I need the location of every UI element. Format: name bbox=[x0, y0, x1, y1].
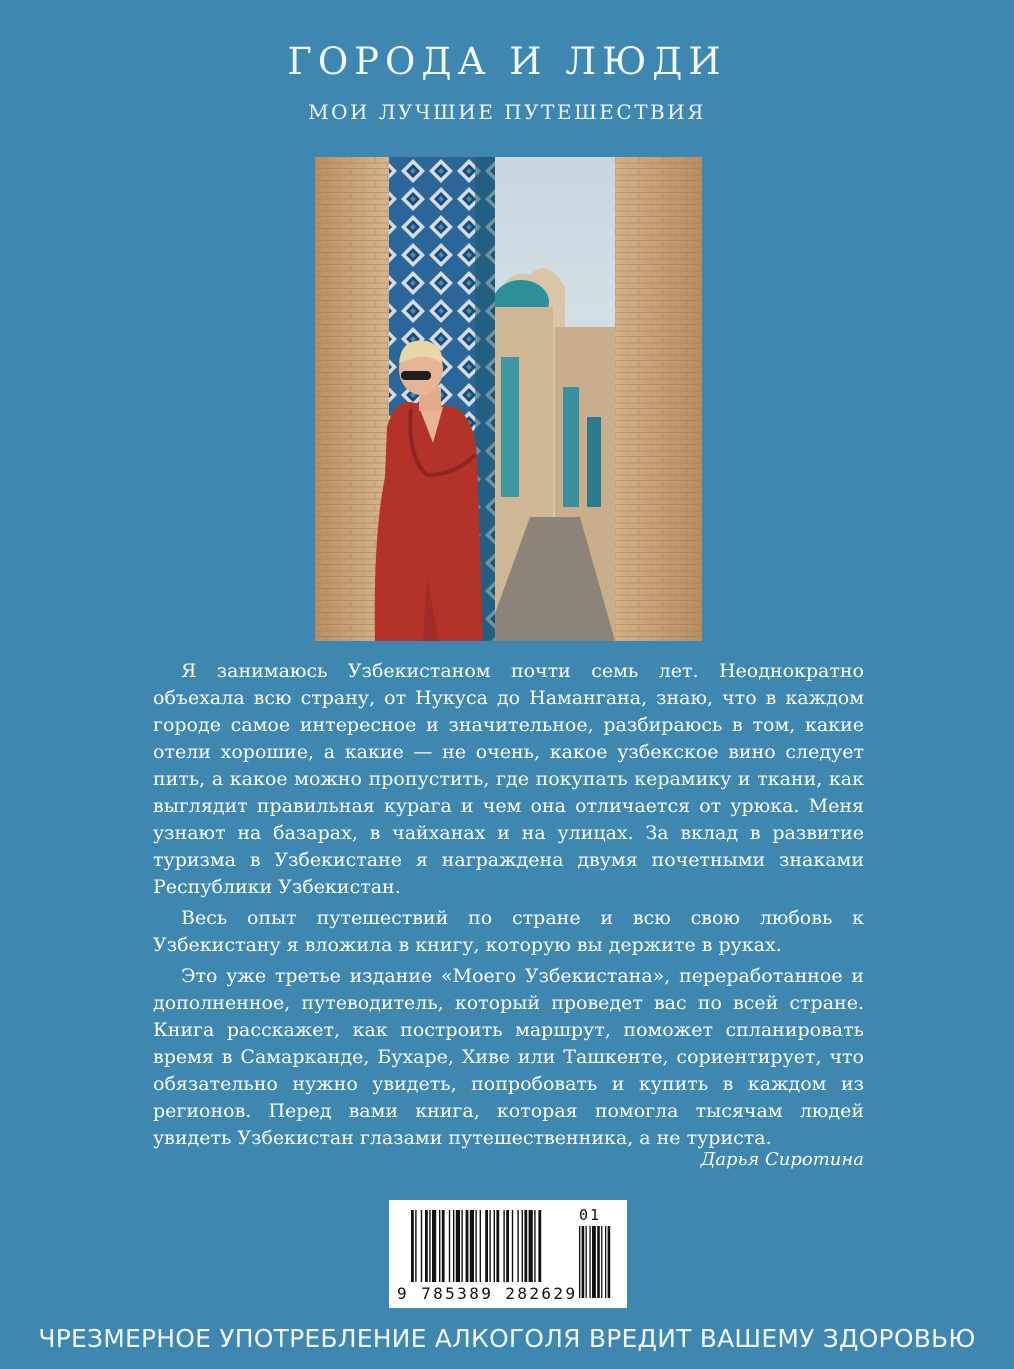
barcode-bar bbox=[466, 1210, 469, 1282]
barcode-bar bbox=[425, 1210, 428, 1282]
barcode-addon-bar bbox=[597, 1226, 600, 1298]
barcode-addon-bar bbox=[589, 1226, 590, 1298]
cover-photo-illustration bbox=[315, 157, 702, 641]
barcode-bar bbox=[439, 1210, 440, 1282]
barcode-bar bbox=[470, 1210, 474, 1282]
barcode-bar bbox=[489, 1210, 490, 1282]
barcode-bar bbox=[449, 1210, 450, 1282]
description-paragraph: Это уже третье издание «Моего Узбекистана», переработанное и дополненное, путеводитель, который проведет вас по всей стране. Книга расскажет, как построить маршрут, поможет спланировать время в Самарканде, Бухаре, Хиве или Ташкенте, сориентирует, что обязательно нужно увидеть, попробовать и купить в каждом из регионов. Перед вами книга, которая помогла тысячам людей увидеть Узбекистан глазами путешественника, а не туриста. bbox=[153, 965, 864, 1149]
barcode-bar bbox=[503, 1210, 504, 1282]
series-subtitle: МОИ ЛУЧШИЕ ПУТЕШЕСТВИЯ bbox=[308, 100, 706, 124]
barcode-bar bbox=[442, 1210, 445, 1282]
isbn-digits: 9 785389 282629 bbox=[397, 1284, 578, 1303]
barcode-bar bbox=[522, 1210, 523, 1282]
barcode-bar bbox=[480, 1210, 481, 1282]
barcode-bar bbox=[421, 1210, 422, 1282]
barcode-bar bbox=[432, 1210, 436, 1282]
barcode-bar bbox=[461, 1210, 462, 1282]
barcode-bar bbox=[415, 1210, 416, 1282]
cover-photo bbox=[315, 157, 702, 641]
barcode-bar bbox=[529, 1210, 533, 1282]
barcode-bar bbox=[475, 1210, 476, 1282]
description-text bbox=[153, 658, 864, 1156]
health-warning: ЧРЕЗМЕРНОЕ УПОТРЕБЛЕНИЕ АЛКОГОЛЯ ВРЕДИТ ВАШЕМУ ЗДОРОВЬЮ bbox=[38, 1324, 976, 1353]
barcode-bar bbox=[453, 1210, 454, 1282]
barcode-bar bbox=[506, 1210, 509, 1282]
barcode-addon-bar bbox=[582, 1226, 585, 1298]
barcode-bar bbox=[534, 1210, 535, 1282]
barcode-bar bbox=[429, 1210, 430, 1282]
series-title: ГОРОДА И ЛЮДИ bbox=[287, 40, 727, 83]
description-paragraph: Я занимаюсь Узбекистаном почти семь лет. Неоднократно объехала всю страну, от Нукуса до Намангана, знаю, что в каждом городе самое интересное и значительное, разбираюсь в том, какие отели хорошие, а какие — не очень, какое узбекское вино следует пить, а какое можно пропустить, где покупать керамику и ткани, как выглядит правильная курага и чем она отличается от урюка. Меня узнают на базарах, в чайханах и на улицах. За вклад в развитие туризма в Узбекистане я награждена двумя почетными знаками Республики Узбекистан. bbox=[153, 660, 864, 898]
barcode-addon-bar bbox=[608, 1226, 611, 1298]
barcode-bar bbox=[517, 1210, 518, 1282]
barcode-bar bbox=[485, 1210, 488, 1282]
barcode-addon-bar bbox=[605, 1226, 606, 1298]
barcode-bar bbox=[512, 1210, 513, 1282]
barcode-addon-bar bbox=[601, 1226, 602, 1298]
barcode-bar bbox=[524, 1210, 527, 1282]
barcode-addon-digits: 01 bbox=[579, 1206, 602, 1224]
barcode-addon-bar bbox=[592, 1226, 596, 1298]
barcode-bar bbox=[494, 1210, 495, 1282]
author-signature: Дарья Сиротина bbox=[700, 1149, 864, 1170]
barcode-bar bbox=[456, 1210, 460, 1282]
barcode-addon-bar bbox=[579, 1226, 580, 1298]
barcode-bar bbox=[538, 1210, 541, 1282]
isbn-barcode bbox=[389, 1200, 627, 1308]
barcode-bar bbox=[411, 1210, 414, 1282]
barcode-bar bbox=[496, 1210, 499, 1282]
barcode-addon-bar bbox=[586, 1226, 587, 1298]
description-paragraph: Весь опыт путешествий по стране и всю свою любовь к Узбекистану я вложила в книгу, которую вы держите в руках. bbox=[153, 907, 864, 956]
